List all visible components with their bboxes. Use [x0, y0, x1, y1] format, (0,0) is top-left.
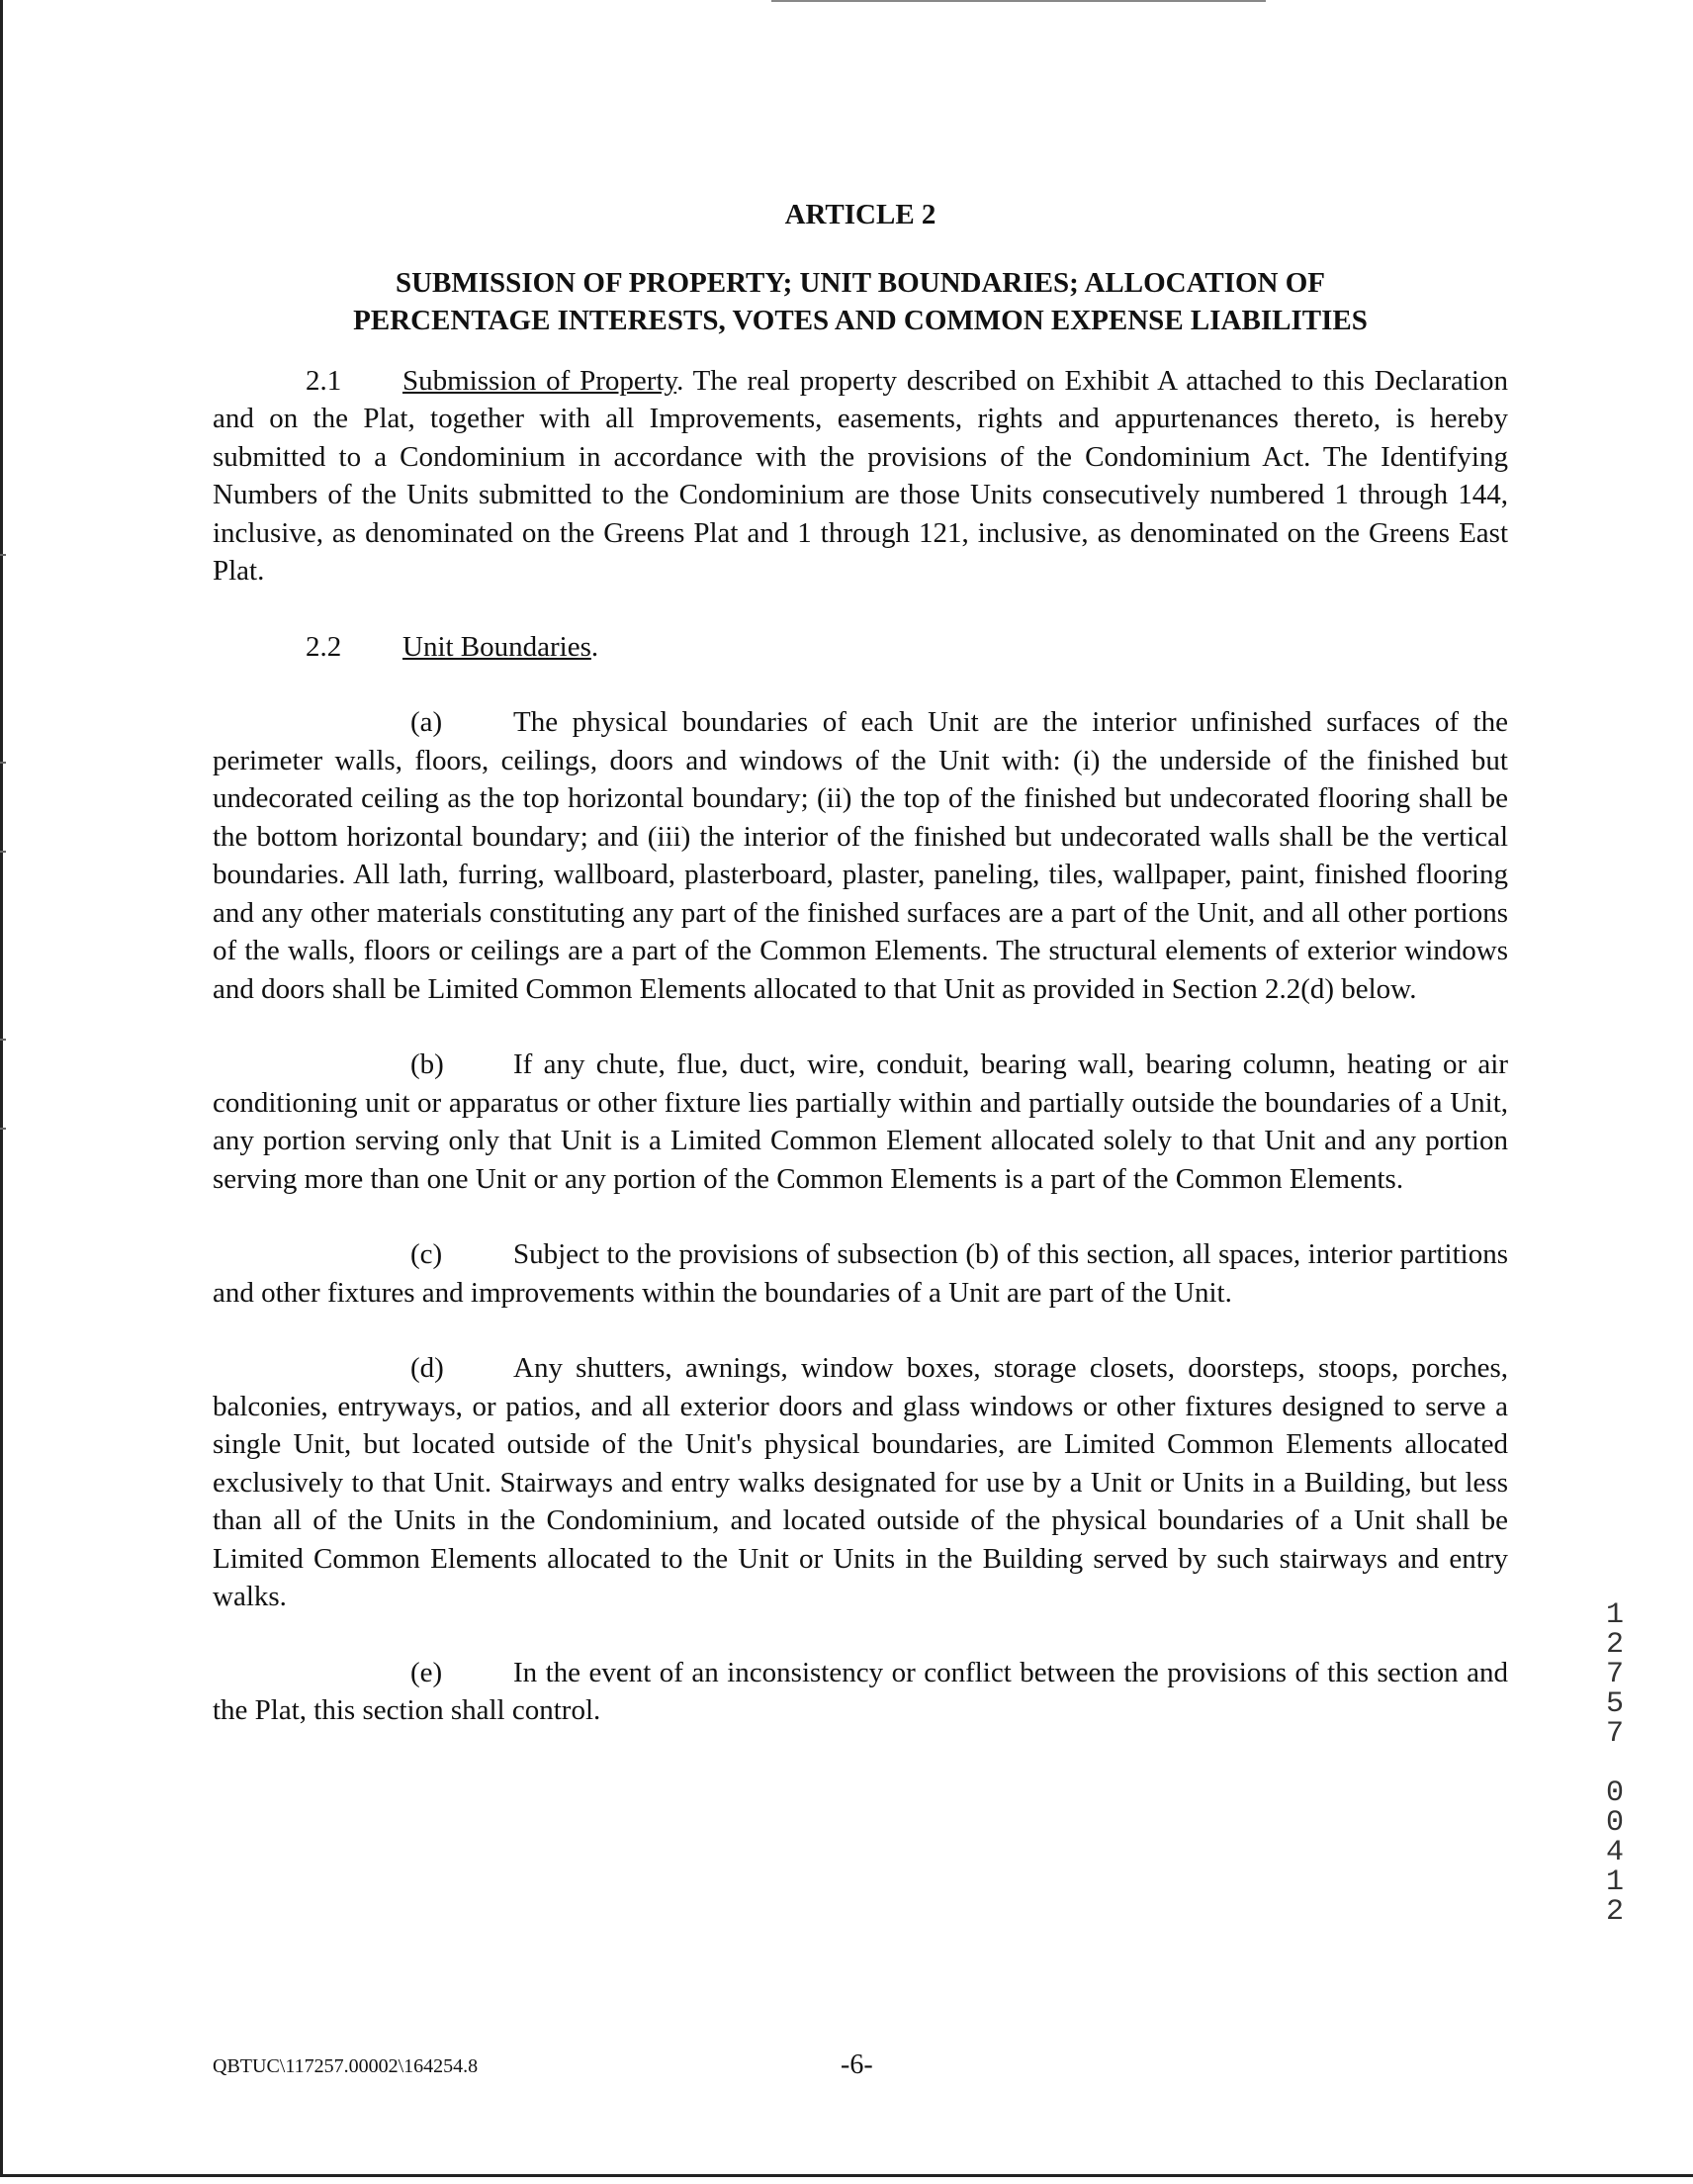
article-subtitle-line: SUBMISSION OF PROPERTY; UNIT BOUNDARIES; ALLOCATION OF [395, 266, 1326, 299]
stamp-digit: 0 [1605, 1776, 1624, 1810]
subsection-d [213, 1349, 1508, 1616]
stamp-digit: 7 [1605, 1658, 1624, 1691]
margin-tick [0, 1128, 6, 1130]
subsection-e [213, 1654, 1508, 1730]
subsection-text: In the event of an inconsistency or conflict between the provisions of this section and the Plat, this section shall control. [213, 1656, 1508, 1726]
subsection-text: Any shutters, awnings, window boxes, storage closets, doorsteps, stoops, porches, balconies, entryways, or patios, and all exterior doors and glass windows or other fixtures designed to serve a single Unit, but located outside of the Unit's physical boundaries, are Limited Common Elements allocated exclusively to that Unit. Stairways and entry walks designated for use by a Unit or Units in a Building, but less than all of the Units in the Condominium, and located outside of the physical boundaries of a Unit shall be Limited Common Elements allocated to the Unit or Units in the Building served by such stairways and entry walks. [213, 1352, 1508, 1612]
section-heading-suffix: . [590, 630, 599, 663]
subsection-label: (c) [410, 1238, 443, 1270]
subsection-b [213, 1046, 1508, 1198]
page-bottom-border [0, 2174, 1693, 2177]
top-scan-line [771, 0, 1266, 2]
section-2-1 [213, 362, 1508, 591]
recording-stamp-number [1600, 1600, 1630, 1927]
stamp-digit: 0 [1605, 1806, 1624, 1840]
margin-tick [0, 851, 6, 853]
subsection-text: If any chute, flue, duct, wire, conduit, bearing wall, bearing column, heating or air conditioning unit or apparatus or other fixture lies partially within and partially outside the boundaries of a Unit, any portion serving only that Unit is a Limited Common Element allocated solely to that Unit and any portion serving more than one Unit or any portion of the Common Elements is a part of the Common Elements. [213, 1048, 1508, 1195]
margin-tick [0, 1039, 6, 1041]
page-left-border [0, 0, 3, 2176]
footer-page-number: -6- [841, 2049, 873, 2080]
section-2-2-heading [213, 628, 1508, 667]
subsection-c [213, 1235, 1508, 1312]
stamp-digit: 7 [1605, 1717, 1624, 1751]
section-heading: Submission of Property [402, 364, 677, 397]
subsection-a [213, 703, 1508, 1008]
subsection-text: Subject to the provisions of subsection (b) of this section, all spaces, interior partitions and other fixtures and improvements within the boundaries of a Unit are part of the Unit. [213, 1238, 1508, 1309]
subsection-label: (b) [410, 1048, 444, 1080]
stamp-digit: 1 [1605, 1866, 1624, 1899]
document-body [213, 196, 1508, 1768]
stamp-digit: 1 [1605, 1598, 1624, 1632]
stamp-digit: 2 [1605, 1628, 1624, 1662]
article-subtitle [213, 264, 1508, 340]
section-number: 2.1 [306, 364, 342, 397]
subsection-text: The physical boundaries of each Unit are the interior unfinished surfaces of the perimeter walls, floors, ceilings, doors and windows of the Unit with: (i) the underside of the finished but undecorated ceiling as the top horizontal boundary; (ii) the top of the finished but undecorated flooring shall be the bottom horizontal boundary; and (iii) the interior of the finished but undecorated walls shall be the vertical boundaries. All lath, furring, wallboard, plasterboard, plaster, paneling, tiles, wallpaper, paint, finished flooring and any other materials constituting any part of the finished surfaces are a part of the Unit, and all other portions of the walls, floors or ceilings are a part of the Common Elements. The structural elements of exterior windows and doors shall be Limited Common Elements allocated to that Unit as provided in Section 2.2(d) below. [213, 706, 1508, 1005]
footer-document-reference: QBTUC\117257.00002\164254.8 [213, 2055, 479, 2077]
subsection-label: (d) [410, 1352, 444, 1384]
stamp-gap [1600, 1749, 1630, 1778]
subsection-label: (e) [410, 1656, 443, 1688]
subsection-label: (a) [410, 706, 443, 738]
section-heading: Unit Boundaries [402, 630, 591, 663]
margin-tick [0, 762, 6, 764]
margin-tick [0, 554, 6, 556]
stamp-digit: 4 [1605, 1836, 1624, 1869]
article-subtitle-line: PERCENTAGE INTERESTS, VOTES AND COMMON EXPENSE LIABILITIES [353, 305, 1368, 336]
section-number: 2.2 [306, 630, 342, 663]
stamp-digit: 5 [1605, 1687, 1624, 1721]
section-body: . The real property described on Exhibit A attached to this Declaration and on the Plat, together with all Improvements, easements, rights and appurtenances thereto, is hereby submitted to a Condominium in accordance with the provisions of the Condominium Act. The Identifying Numbers of the Units submitted to the Condominium are those Units consecutively numbered 1 through 144, inclusive, as denominated on the Greens Plat and 1 through 121, inclusive, as denominated on the Greens East Plat. [213, 364, 1508, 587]
article-title: ARTICLE 2 [784, 199, 936, 230]
stamp-digit: 2 [1605, 1895, 1624, 1929]
